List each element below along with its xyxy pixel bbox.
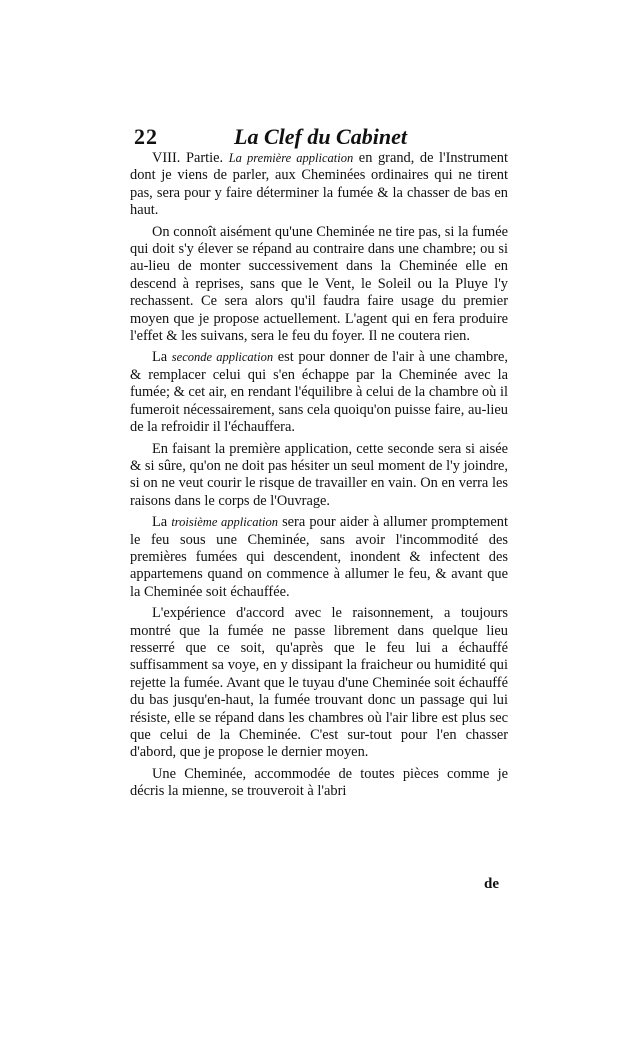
- paragraph-7: Une Cheminée, accommodée de toutes pièces comme je décris la mienne, se trouveroit à l'abri: [130, 765, 508, 800]
- paragraph-4: En faisant la première application, cette seconde sera si aisée & si sûre, qu'on ne doit pas hésiter un seul moment de l'y joindre, si on ne veut courir le risque de travailler en vain. On en verra les raisons dans le corps de l'Ouvrage.: [130, 440, 508, 509]
- paragraph-1: [130, 150, 508, 220]
- paragraph-5: [130, 514, 508, 601]
- catchword: de: [484, 876, 499, 892]
- paragraph-3: [130, 349, 508, 436]
- paragraph-6: L'expérience d'accord avec le raisonnement, a toujours montré que la fumée ne passe librement dans quelque lieu resserré que ce soit, qu'après que le feu lui a échauffé suffisamment sa voye, en y dissipant la fraicheur ou humidité qui rejette la fumée. Avant que le tuyau d'une Cheminée soit échauffé du bas jusqu'en-haut, la fumée trouvant donc un passage qui lui résiste, elle se répand dans les chambres où l'air libre est plus sec que celui de la Cheminée. C'est sur-tout pour l'en chasser d'abord, que je propose le dernier moyen.: [130, 605, 508, 761]
- body-text: [130, 150, 508, 805]
- emphasis-second-application: seconde application: [171, 350, 274, 365]
- paragraph-3-lead: La: [152, 349, 168, 366]
- section-label: VIII. Partie.: [152, 150, 224, 166]
- emphasis-third-application: troisième application: [171, 515, 278, 530]
- paragraph-3-text: est pour donner de l'air à une chambre, & remplacer celui qui s'en échappe par la Cheminée avec la fumée; & cet air, en rendant l'équilibre à celui de la chambre où il fumeroit nécessairement, sans cela quoiqu'on puisse faire, au-lieu de la refroidir il l'échauffera.: [130, 349, 508, 436]
- page-number: 22: [134, 124, 158, 149]
- paragraph-5-lead: La: [152, 514, 168, 531]
- paragraph-1-text: en grand, de l'Instrument dont je viens de parler, aux Cheminées ordinaires qui ne tirent pas, sera pour y faire déterminer la fumée & la chasser de bas en haut.: [130, 150, 508, 219]
- paragraph-5-text: sera pour aider à allumer promptement le feu sous une Cheminée, sans avoir l'incommodité des premières fumées qui descendent, inondent & infectent des appartemens quand on commence à allumer le feu, & avant que la Cheminée soit échauffée.: [130, 514, 508, 600]
- emphasis-first-application: La première application: [228, 151, 354, 165]
- paragraph-2: On connoît aisément qu'une Cheminée ne tire pas, si la fumée qui doit s'y élever se répand au contraire dans une chambre; ou si au-lieu de monter successivement dans la Cheminée elle en descend à reprises, sans que le Vent, le Soleil ou la Pluye l'y rechassent. Ce sera alors qu'il faudra faire usage du premier moyen que je propose actuellement. L'agent qui en fera produire l'effet & les suivans, sera le feu du foyer. Il ne coutera rien.: [130, 223, 508, 345]
- running-title: La Clef du Cabinet: [234, 124, 407, 149]
